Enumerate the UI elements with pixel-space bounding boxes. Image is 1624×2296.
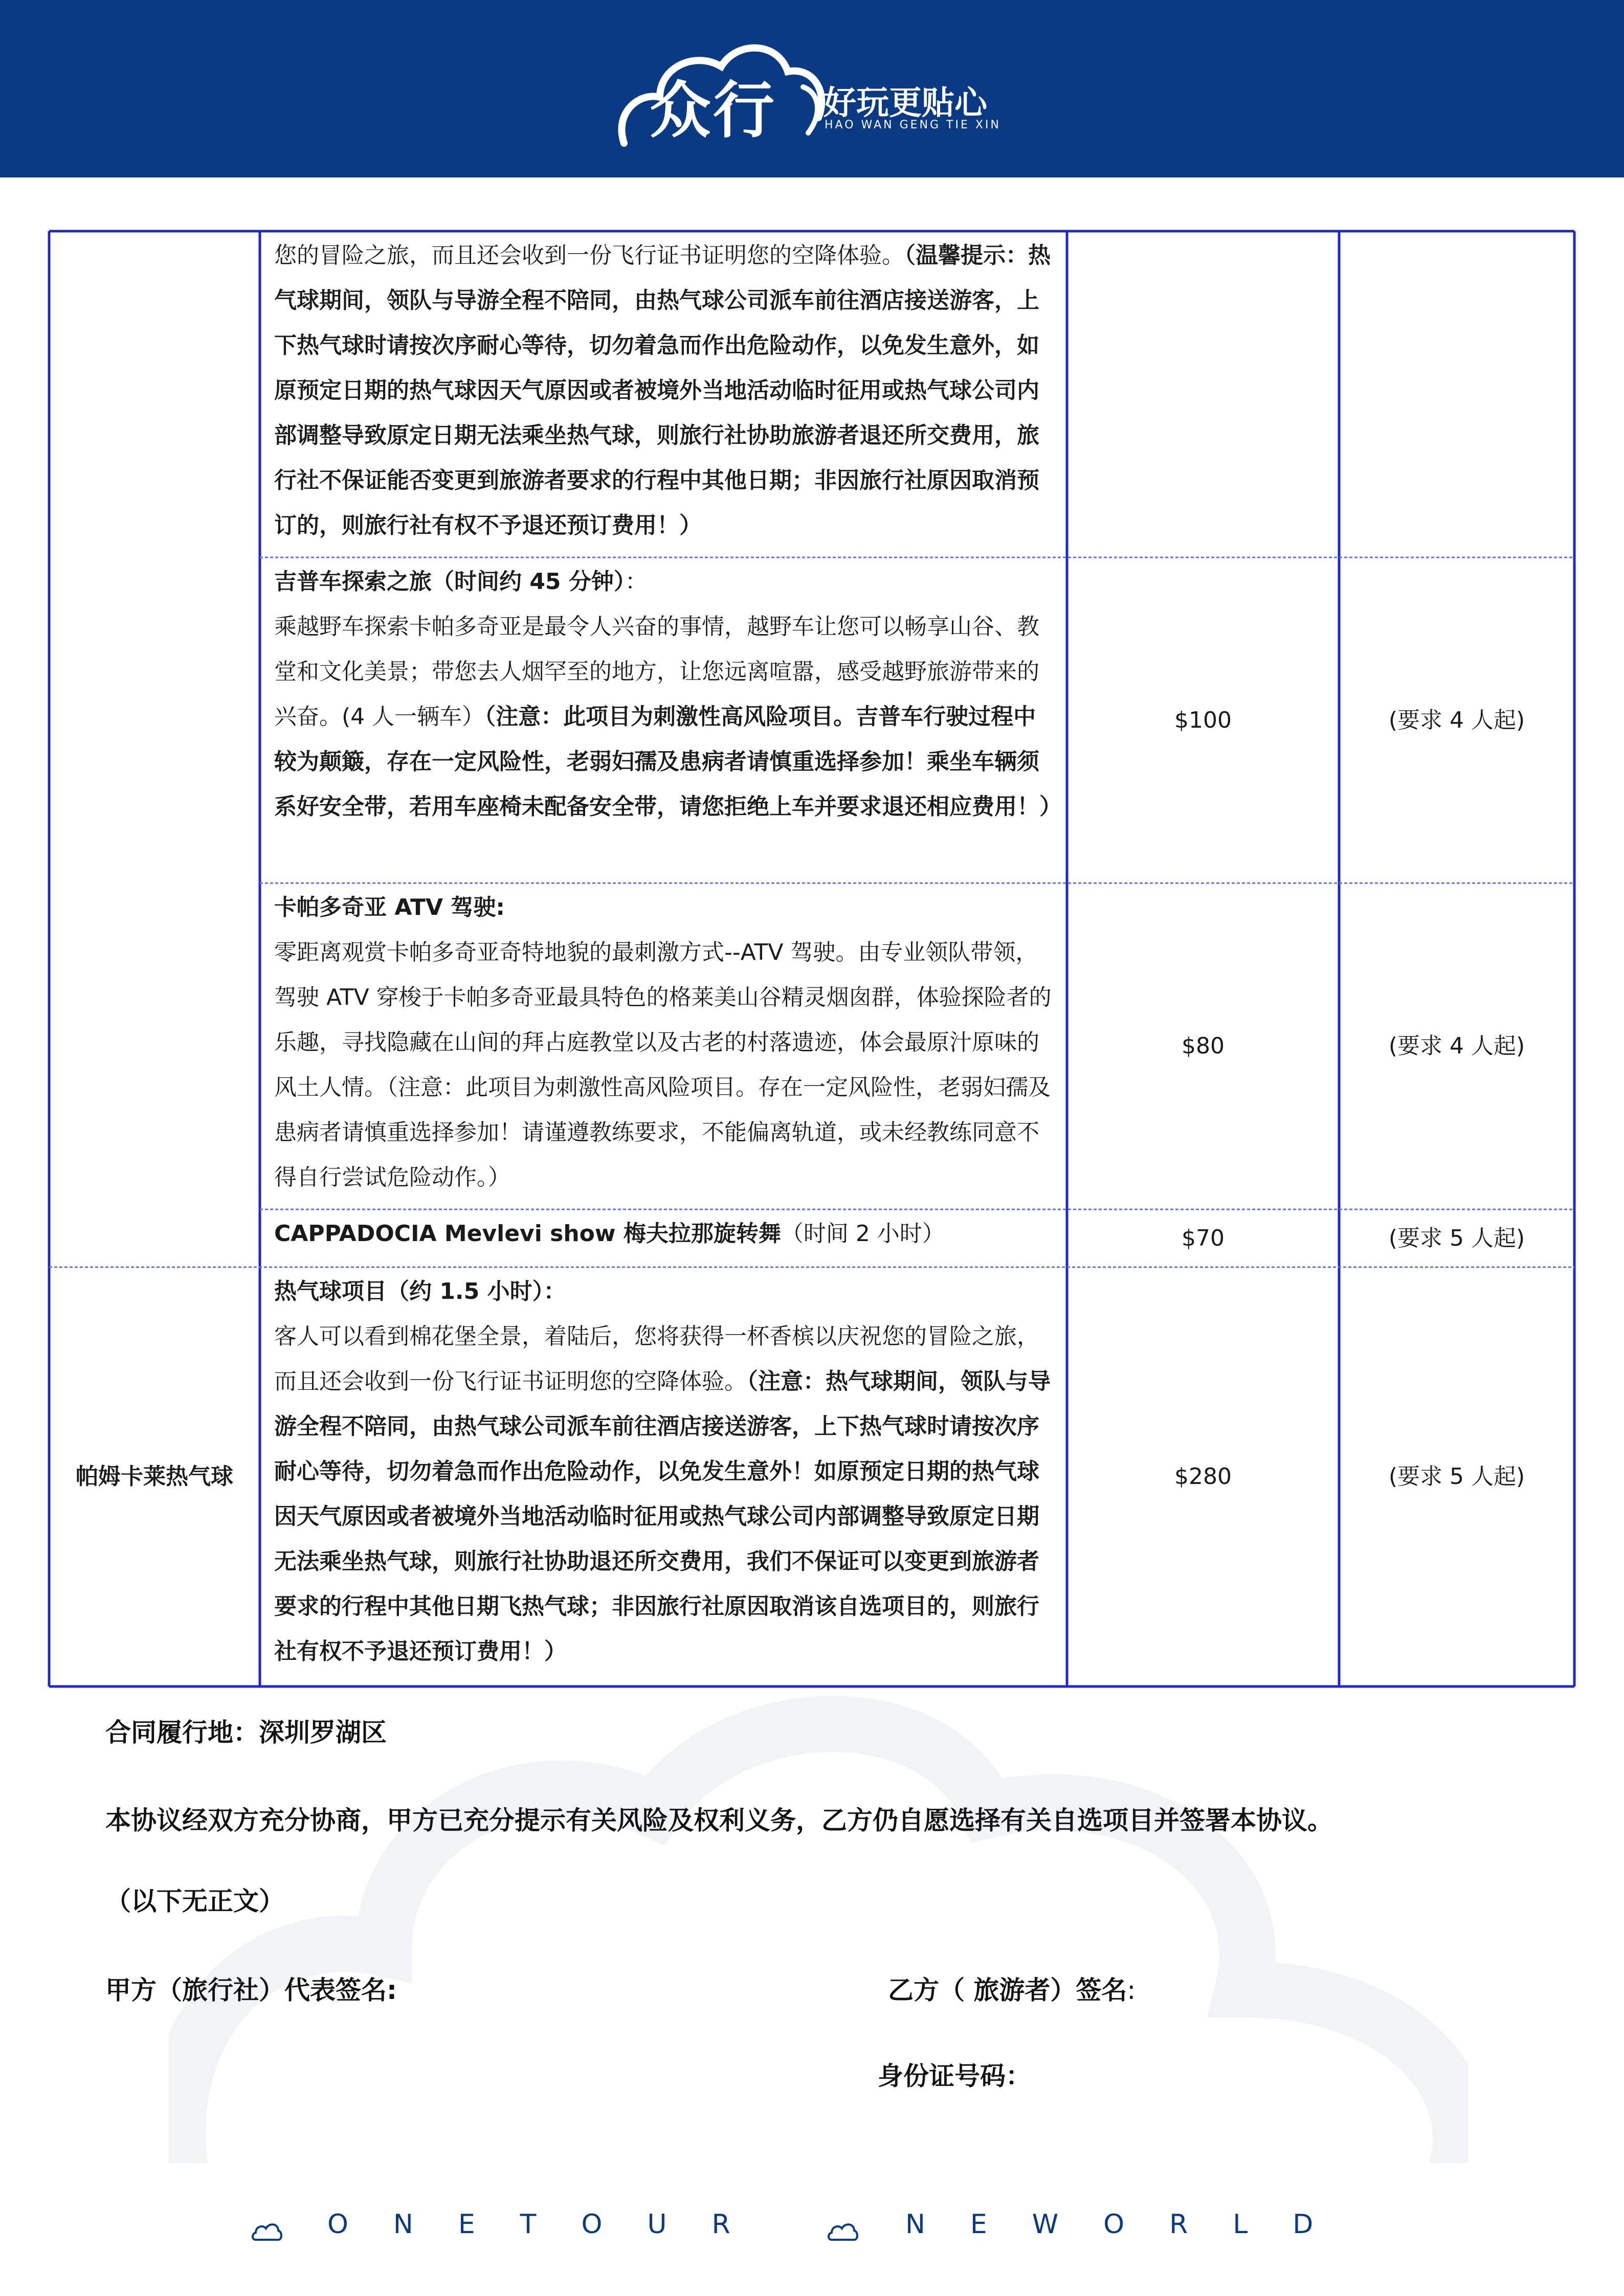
item-title: CAPPADOCIA Mevlevi show 梅夫拉那旋转舞 bbox=[274, 1221, 781, 1247]
requirement-cell: (要求 4 人起) bbox=[1388, 707, 1525, 733]
region-cell: 帕姆卡莱热气球 bbox=[76, 1464, 233, 1490]
requirement-cell: (要求 5 人起) bbox=[1388, 1464, 1525, 1490]
brand-footer-left: ONETOUR bbox=[327, 2209, 775, 2240]
item-title: 吉普车探索之旅（时间约 45 分钟） bbox=[274, 569, 625, 595]
no-more-text: （以下无正文） bbox=[105, 1886, 284, 1916]
brand-footer-right: NEWORLD bbox=[905, 2209, 1359, 2240]
contract-place: 合同履行地：深圳罗湖区 bbox=[105, 1718, 387, 1747]
requirement-cell: (要求 5 人起) bbox=[1388, 1225, 1525, 1251]
price-cell: $80 bbox=[1182, 1033, 1225, 1059]
party-b-signature: 乙方（ 旅游者）签名: bbox=[888, 1975, 1136, 2005]
table-cell-desc: CAPPADOCIA Mevlevi show 梅夫拉那旋转舞（时间 2 小时） bbox=[274, 1221, 945, 1247]
cloud-icon bbox=[827, 2219, 859, 2242]
table-cell-desc: 热气球项目（约 1.5 小时）： 客人可以看到棉花堡全景，着陆后，您将获得一杯香槟以庆祝您的冒险之旅，而且还会收到一份飞行证书证明您的空降体验。（注意：热气球期间，领队与导游全程不陪同，由热气球公司派车前往酒店接送游客，上下热气球时请按次序耐心等待，切勿着急而作出危险动作，以免发生意外！如原预定日期的热气球因天气原因或者被境外当地活动临时征用或热气球公司内部调整导致原定日期无法乘坐热气球，则旅行社协助退还所交费用，我们不保证可以变更到旅游者要求的行程中其他日期飞热气球；非因旅行社原因取消该自选项目的，则旅行社有权不予退还预订费用！） bbox=[274, 1278, 1051, 1664]
logo-text: 众行 bbox=[650, 75, 776, 146]
party-a-signature: 甲方（旅行社）代表签名: bbox=[105, 1975, 397, 2005]
item-title: 热气球项目（约 1.5 小时）： bbox=[274, 1278, 566, 1304]
logo-slogan: 好玩更贴心 bbox=[824, 84, 987, 122]
logo-pinyin: HAO WAN GENG TIE XIN bbox=[825, 119, 1001, 131]
price-cell: $70 bbox=[1182, 1225, 1225, 1251]
cloud-icon bbox=[251, 2219, 283, 2242]
table-cell-desc: 您的冒险之旅，而且还会收到一份飞行证书证明您的空降体验。（温馨提示：热气球期间，领队与导游全程不陪同，由热气球公司派车前往酒店接送游客，上下热气球时请按次序耐心等待，切勿着急而作出危险动作，以免发生意外，如原预定日期的热气球因天气原因或者被境外当地活动临时征用或热气球公司内部调整导致原定日期无法乘坐热气球，则旅行社协助旅游者退还所交费用，旅行社不保证能否变更到旅游者要求的行程中其他日期；非因旅行社原因取消预订的，则旅行社有权不予退还预订费用！） bbox=[274, 242, 1051, 538]
agreement-text: 本协议经双方充分协商，甲方已充分提示有关风险及权利义务，乙方仍自愿选择有关自选项目并签署本协议。 bbox=[105, 1806, 1333, 1835]
price-cell: $100 bbox=[1174, 707, 1232, 733]
table-cell-desc: 卡帕多奇亚 ATV 驾驶: 零距离观赏卡帕多奇亚奇特地貌的最刺激方式--ATV 驾驶。由专业领队带领，驾驶 ATV 穿梭于卡帕多奇亚最具特色的格莱美山谷精灵烟囱群，体验探险者的乐趣，寻找隐藏在山间的拜占庭教堂以及古老的村落遗迹，体会最原汁原味的风土人情。（注意：此项目为刺激性高风险项目。存在一定风险性，老弱妇孺及患病者请慎重选择参加！请谨遵教练要求，不能偏离轨道，或未经教练同意不得自行尝试危险动作。） bbox=[274, 894, 1052, 1190]
id-number-field: 身份证号码： bbox=[878, 2061, 1031, 2091]
item-title: 卡帕多奇亚 ATV 驾驶: bbox=[274, 894, 505, 920]
table-cell-desc: 吉普车探索之旅（时间约 45 分钟）： 乘越野车探索卡帕多奇亚是最令人兴奋的事情，越野车让您可以畅享山谷、教堂和文化美景；带您去人烟罕至的地方，让您远离喧嚣，感受越野旅游带来的兴奋。(4 人一辆车）（注意：此项目为刺激性高风险项目。吉普车行驶过程中较为颠簸，存在一定风险性，老弱妇孺及患病者请慎重选择参加！乘坐车辆须系好安全带，若用车座椅未配备安全带，请您拒绝上车并要求退还相应费用！） bbox=[274, 569, 1062, 820]
cloud-watermark-icon bbox=[169, 1682, 1468, 2163]
price-cell: $280 bbox=[1174, 1464, 1232, 1490]
requirement-cell: (要求 4 人起) bbox=[1388, 1033, 1525, 1059]
